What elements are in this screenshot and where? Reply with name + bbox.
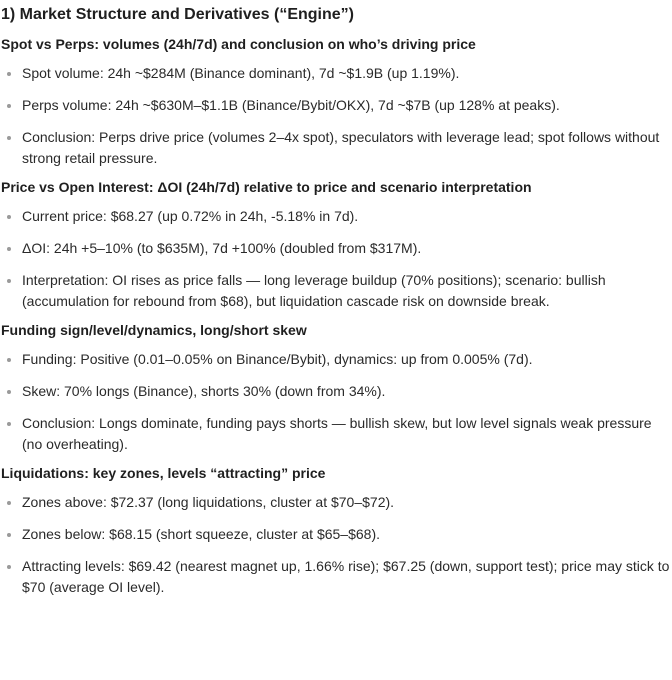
section-price-vs-oi [1,178,672,312]
section-spot-vs-perps [1,35,672,169]
section-liquidations [1,464,672,598]
list-item: Current price: $68.27 (up 0.72% in 24h, -5.18% in 7d). [1,206,672,227]
list-item: Spot volume: 24h ~$284M (Binance dominant), 7d ~$1.9B (up 1.19%). [1,63,672,84]
section-heading: Liquidations: key zones, levels “attracting” price [1,465,326,481]
page-title: 1) Market Structure and Derivatives (“Engine”) [1,6,354,23]
list-item: Zones below: $68.15 (short squeeze, cluster at $65–$68). [1,524,672,545]
list-item: Conclusion: Longs dominate, funding pays shorts — bullish skew, but low level signals weak pressure (no overheating). [1,413,672,455]
bullet-list [1,492,672,598]
list-item: Attracting levels: $69.42 (nearest magnet up, 1.66% rise); $67.25 (down, support test); price may stick to $70 (average OI level). [1,556,672,598]
list-item: Interpretation: OI rises as price falls — long leverage buildup (70% positions); scenario: bullish (accumulation for rebound from $68), but liquidation cascade risk on downside break. [1,270,672,312]
section-heading: Price vs Open Interest: ΔOI (24h/7d) relative to price and scenario interpretation [1,179,532,195]
section-heading: Spot vs Perps: volumes (24h/7d) and conclusion on who’s driving price [1,36,476,52]
list-item: Perps volume: 24h ~$630M–$1.1B (Binance/Bybit/OKX), 7d ~$7B (up 128% at peaks). [1,95,672,116]
list-item: Skew: 70% longs (Binance), shorts 30% (down from 34%). [1,381,672,402]
list-item: Zones above: $72.37 (long liquidations, cluster at $70–$72). [1,492,672,513]
bullet-list [1,63,672,169]
document [1,5,672,598]
bullet-list [1,206,672,312]
list-item: Funding: Positive (0.01–0.05% on Binance/Bybit), dynamics: up from 0.005% (7d). [1,349,672,370]
section-funding [1,321,672,455]
section-heading: Funding sign/level/dynamics, long/short skew [1,322,307,338]
list-item: Conclusion: Perps drive price (volumes 2–4x spot), speculators with leverage lead; spot follows without strong retail pressure. [1,127,672,169]
list-item: ΔOI: 24h +5–10% (to $635M), 7d +100% (doubled from $317M). [1,238,672,259]
bullet-list [1,349,672,455]
